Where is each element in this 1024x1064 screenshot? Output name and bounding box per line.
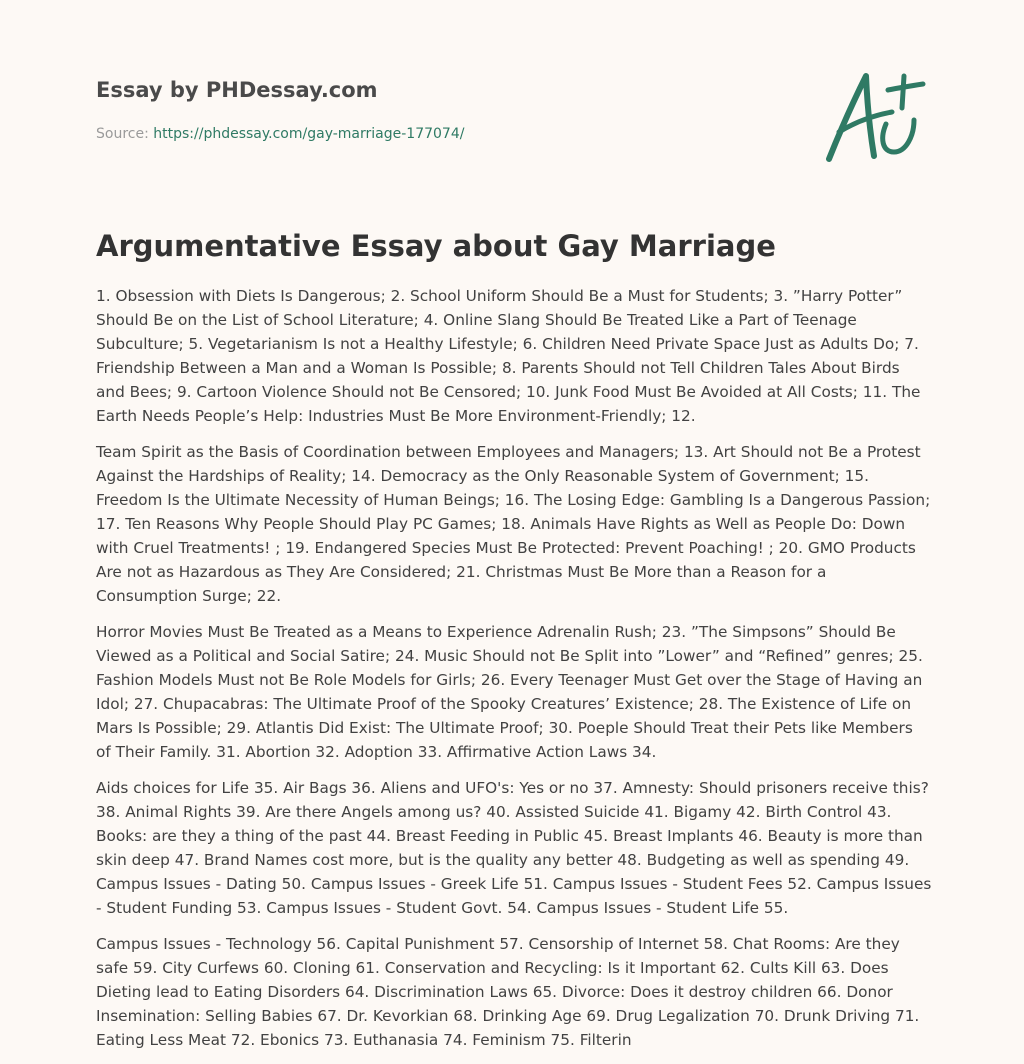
a-plus-logo-icon (822, 64, 932, 168)
source-link[interactable]: https://phdessay.com/gay-marriage-177074/ (153, 126, 465, 142)
paragraph: Team Spirit as the Basis of Coordination between Employees and Managers; 13. Art Should not Be a Protest Against the Hardships of Reality; 14. Democracy as the Only Reasonable System of Government; 15. Freedom Is the Ultimate Necessity of Human Beings; 16. The Losing Edge: Gambling Is a Dangerous Passion; 17. Ten Reasons Why People Should Play PC Games; 18. Animals Have Rights as Well as People Do: Down with Cruel Treatments! ; 19. Endangered Species Must Be Protected: Prevent Poaching! ; 20. GMO Products Are not as Hazardous as They Are Considered; 21. Christmas Must Be More than a Reason for a Consumption Surge; 22. (96, 443, 931, 605)
paragraph: Aids choices for Life 35. Air Bags 36. Aliens and UFO's: Yes or no 37. Amnesty: Should prisoners receive this? 38. Animal Rights 39. Are there Angels among us? 40. Assisted Suicide 41. Bigamy 42. Birth Control 43. Books: are they a thing of the past 44. Breast Feeding in Public 45. Breast Implants 46. Beauty is more than skin deep 47. Brand Names cost more, but is the quality any better 48. Budgeting as well as spending 49. Campus Issues - Dating 50. Campus Issues - Greek Life 51. Campus Issues - Student Fees 52. Campus Issues - Student Funding 53. Campus Issues - Student Govt. 54. Campus Issues - Student Life 55. (96, 779, 932, 917)
source-line (96, 124, 796, 144)
paragraph: Campus Issues - Technology 56. Capital Punishment 57. Censorship of Internet 58. Chat Rooms: Are they safe 59. City Curfews 60. Cloning 61. Conservation and Recycling: Is it Important 62. Cults Kill 63. Does Dieting lead to Eating Disorders 64. Discrimination Laws 65. Divorce: Does it destroy children 66. Donor Insemination: Selling Babies 67. Dr. Kevorkian 68. Drinking Age 69. Drug Legalization 70. Drunk Driving 71. Eating Less Meat 72. Ebonics 73. Euthanasia 74. Feminism 75. Filterin (96, 935, 920, 1049)
article-body (96, 284, 932, 1064)
source-label: Source: (96, 126, 154, 142)
paragraph: 1. Obsession with Diets Is Dangerous; 2. School Uniform Should Be a Must for Students; 3. ”Harry Potter” Should Be on the List of School Literature; 4. Online Slang Should Be Treated Like a Part of Teenage Subculture; 5. Vegetarianism Is not a Healthy Lifestyle; 6. Children Need Private Space Just as Adults Do; 7. Friendship Between a Man and a Woman Is Possible; 8. Parents Should not Tell Children Tales About Birds and Bees; 9. Cartoon Violence Should not Be Censored; 10. Junk Food Must Be Avoided at All Costs; 11. The Earth Needs People’s Help: Industries Must Be More Environment-Friendly; 12. (96, 287, 921, 425)
site-brand: Essay by PHDessay.com (96, 78, 378, 102)
paragraph: Horror Movies Must Be Treated as a Means to Experience Adrenalin Rush; 23. ”The Simpsons” Should Be Viewed as a Political and Social Satire; 24. Music Should not Be Split into ”Lower” and “Refined” genres; 25. Fashion Models Must not Be Role Models for Girls; 26. Every Teenager Must Get over the Stage of Having an Idol; 27. Chupacabras: The Ultimate Proof of the Spooky Creatures’ Existence; 28. The Existence of Life on Mars Is Possible; 29. Atlantis Did Exist: The Ultimate Proof; 30. Poeple Should Treat their Pets like Members of Their Family. 31. Abortion 32. Adoption 33. Affirmative Action Laws 34. (96, 623, 923, 761)
page-header (96, 76, 796, 144)
article-title: Argumentative Essay about Gay Marriage (96, 229, 776, 263)
